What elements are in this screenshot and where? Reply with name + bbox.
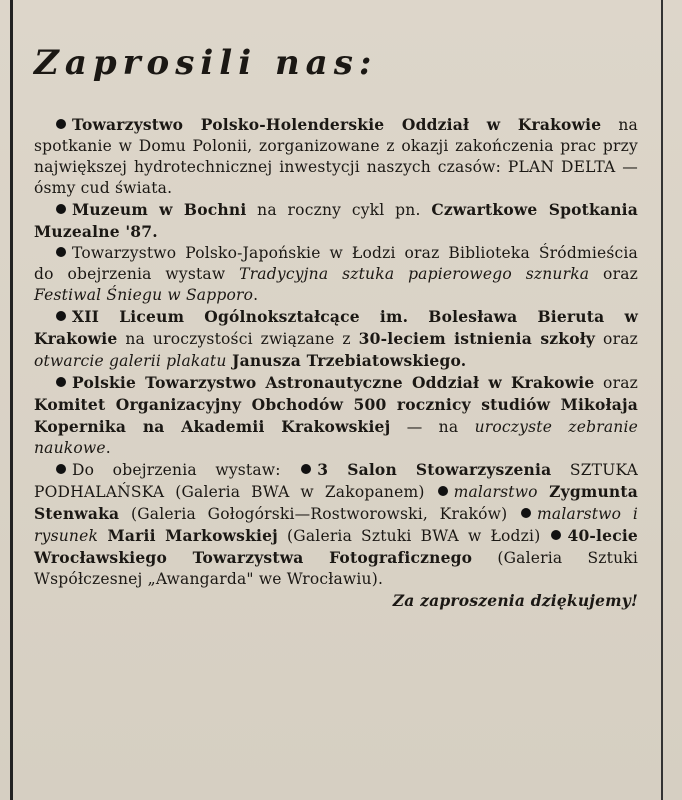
organizer-name: Towarzystwo Polsko-Holenderskie Oddział w Krakowie: [72, 115, 602, 134]
item-text: Towarzystwo Polsko-Japońskie w Łodzi oraz Biblioteka Śródmieścia do obejrzenia wystaw: [34, 244, 638, 283]
artist-name: Marii Markowskiej: [98, 526, 278, 545]
event-name: otwarcie galerii plakatu: [34, 352, 227, 370]
article-heading: Zaprosili nas:: [34, 43, 378, 83]
list-item: [34, 306, 638, 372]
bullet-icon: [56, 247, 66, 257]
right-column-rule: [661, 0, 663, 800]
left-column-rule: [10, 0, 13, 800]
exhibition-title: Festiwal Śniegu w Sapporo: [34, 286, 254, 304]
exhibition-title: Tradycyjna sztuka papierowego sznurka: [239, 265, 590, 283]
exhibition-title: malarstwo i rysunek: [34, 505, 638, 545]
list-item: [34, 114, 638, 199]
organizer-name: Polskie Towarzystwo Astronautyczne Oddział w Krakowie: [72, 373, 595, 392]
artist-name: Zygmunta Stenwaka: [34, 482, 639, 523]
item-text: oraz: [589, 265, 639, 283]
item-text: (Galeria Gołogórski—Rostworowski, Kraków): [119, 505, 520, 523]
event-name: Czwartkowe Spotkania Muzealne '87.: [34, 200, 639, 241]
exhibition-title: 3 Salon Stowarzyszenia: [317, 460, 552, 479]
item-text: .: [105, 439, 111, 457]
item-text: (Galeria Sztuki BWA w Łodzi): [278, 527, 550, 545]
bullet-icon: [56, 464, 66, 474]
bullet-icon: [301, 464, 311, 474]
exhibition-title: malarstwo: [453, 483, 538, 501]
bullet-icon: [56, 204, 66, 214]
list-item: [34, 199, 638, 243]
item-text: (Galeria Sztuki Współczesnej „Awangarda" we Wrocławiu).: [34, 549, 639, 588]
item-text: na uroczystości związane z: [117, 330, 359, 348]
item-text: .: [253, 286, 259, 304]
event-name: uroczyste zebranie naukowe: [34, 418, 638, 457]
list-item: [34, 459, 638, 590]
event-name: 30-leciem istnienia szkoły: [358, 329, 596, 348]
item-text: Do obejrzenia wystaw:: [72, 461, 300, 479]
bullet-icon: [438, 486, 448, 496]
organizer-name: Komitet Organizacyjny Obchodów 500 rocznicy studiów Mikołaja Kopernika na Akademii Krakowskiej: [34, 395, 638, 436]
artist-name: Janusza Trzebiatowskiego.: [226, 351, 467, 370]
closing-thanks: Za zaproszenia dziękujemy!: [392, 591, 638, 610]
item-text: na spotkanie w Domu Polonii, zorganizowane z okazji zakończenia prac przy największej hydrotechnicznej inwestycji naszych czasów: PLAN DELTA — ósmy cud świata.: [34, 116, 638, 197]
bullet-icon: [56, 119, 66, 129]
organizer-name: XII Liceum Ogólnokształcące im. Bolesława Bieruta w Krakowie: [34, 307, 638, 348]
item-text: oraz: [594, 374, 639, 392]
article-column: [34, 40, 638, 611]
item-text: SZTUKA PODHALAŃSKA (Galeria BWA w Zakopanem): [34, 461, 639, 501]
bullet-icon: [56, 377, 66, 387]
item-text: oraz: [595, 330, 639, 348]
item-text: na roczny cykl pn.: [246, 201, 432, 219]
list-item: [34, 243, 638, 306]
bullet-icon: [551, 530, 561, 540]
organizer-name: Muzeum w Bochni: [72, 200, 247, 219]
bullet-icon: [56, 311, 66, 321]
exhibition-title: 40-lecie Wrocławskiego Towarzystwa Fotograficznego: [34, 526, 638, 567]
bullet-icon: [521, 508, 531, 518]
list-item: [34, 372, 638, 459]
item-text: — na: [390, 418, 475, 436]
